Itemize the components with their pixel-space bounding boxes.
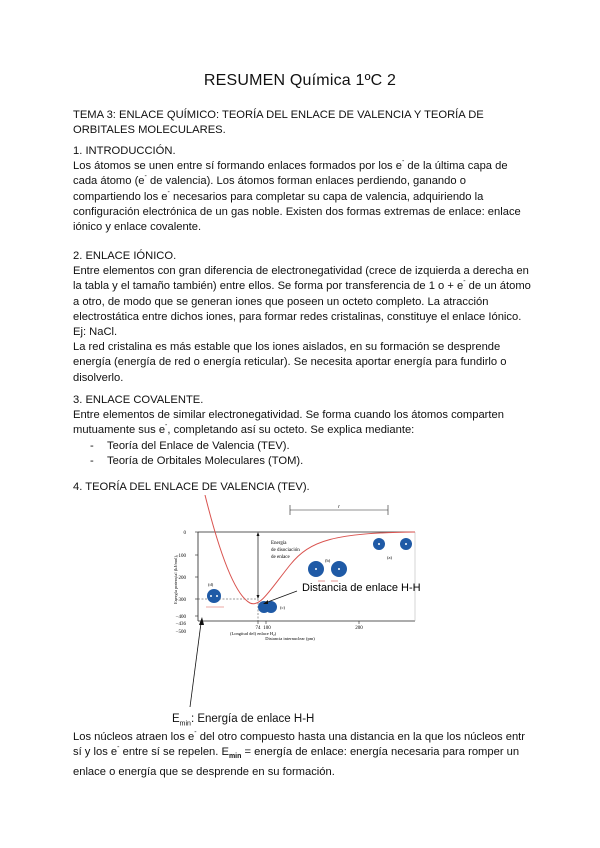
y-tick-label: −500 <box>175 630 186 635</box>
y-tick-label: −436 <box>175 622 186 627</box>
section-heading: 4. TEORÍA DEL ENLACE DE VALENCIA (TEV). <box>73 481 310 493</box>
bond-distance-annotation: Distancia de enlace H-H <box>302 582 421 594</box>
paragraph: Entre elementos con gran diferencia de electronegatividad (crece de izquierda a derecha en la tabla y el tamaño también) entre ellos. Se forma por transferencia de 1 o + e- de un átomo a otro, de modo que se generan iones que poseen un octeto completo. La atracción electrostática entre dichos iones, para formar redes cristalinas, constituye el enlace Iónico. <box>73 265 531 323</box>
section-introduccion <box>73 144 533 235</box>
section-enlace-ionico <box>73 249 533 386</box>
label-d: (d) <box>208 582 214 587</box>
label-c: (c) <box>280 605 285 610</box>
section-heading: 1. INTRODUCCIÓN. <box>73 145 176 157</box>
list-item: - Teoría de Orbitales Moleculares (TOM). <box>90 454 304 467</box>
x-tick-label: 100 <box>263 626 271 631</box>
y-tick-label: 0 <box>183 531 186 536</box>
document-title: RESUMEN Química 1ºC 2 <box>203 72 397 89</box>
y-tick-label: −200 <box>175 576 186 581</box>
r-label: r <box>338 505 340 510</box>
label-a: (a) <box>387 555 392 560</box>
example: Ej: NaCl. <box>73 326 118 339</box>
bond-length-label: (Longitud del) enlace $H_2$) <box>230 631 277 637</box>
dissociation-label-line: de enlace <box>271 555 290 560</box>
paragraph: Entre elementos de similar electronegatividad. Se forma cuando los átomos comparten mutuamente sus e-, completando así su octeto. Se explica mediante: <box>73 409 504 437</box>
section-heading: 3. ENLACE COVALENTE. <box>73 394 204 406</box>
section-tev <box>73 480 533 495</box>
section-heading: 2. ENLACE IÓNICO. <box>73 250 177 262</box>
final-paragraph: Los núcleos atraen los e- del otro compuesto hasta una distancia en la que los núcleos entr sí y los e- entre sí se repelen. $E_{min}$ = energía de enlace: energía necesaria para romper un enlace o energía que se desprende en su formación. <box>73 729 526 778</box>
paragraph: Los átomos se unen entre sí formando enlaces formados por los e- de la última capa de cada átomo (e- de valencia). Los átomos forman enlaces perdiendo, ganando o compartiendo los e- necesarios para completar su capa de valencia, adquiriendo la configuración electrónica de un gas noble. Existen dos formas extremas de enlace: enlace iónico y enlace covalente. <box>73 158 521 234</box>
dissociation-label-line: Energía <box>271 541 287 546</box>
topic-heading: TEMA 3: ENLACE QUÍMICO: TEORÍA DEL ENLACE DE VALENCIA Y TEORÍA DE ORBITALES MOLECULARES. <box>73 109 484 137</box>
section-enlace-covalente <box>73 393 533 469</box>
figure-caption: $E_{min}$: Energía de enlace H-H <box>172 713 315 728</box>
x-tick-label: 200 <box>355 626 363 631</box>
potential-energy-figure <box>150 495 440 710</box>
x-axis-label: Distancia internuclear (pm) <box>265 636 315 641</box>
y-tick-label: −100 <box>175 554 186 559</box>
y-tick-label: −400 <box>175 615 186 620</box>
paragraph: La red cristalina es más estable que los iones aislados, en su formación se desprende energía (energía de red o energía reticular). Se necesita aportar energía para fundirlo o disolverlo. <box>73 341 507 384</box>
x-tick-label: 74 <box>255 626 261 631</box>
dissociation-label-line: de disociación <box>271 548 300 553</box>
list-item: - Teoría del Enlace de Valencia (TEV). <box>90 439 290 452</box>
y-axis-label: Energía potencial (kJ/mol) <box>173 556 178 604</box>
theory-list <box>73 439 533 469</box>
label-b: (b) <box>325 558 331 563</box>
y-tick-label: −300 <box>175 598 186 603</box>
